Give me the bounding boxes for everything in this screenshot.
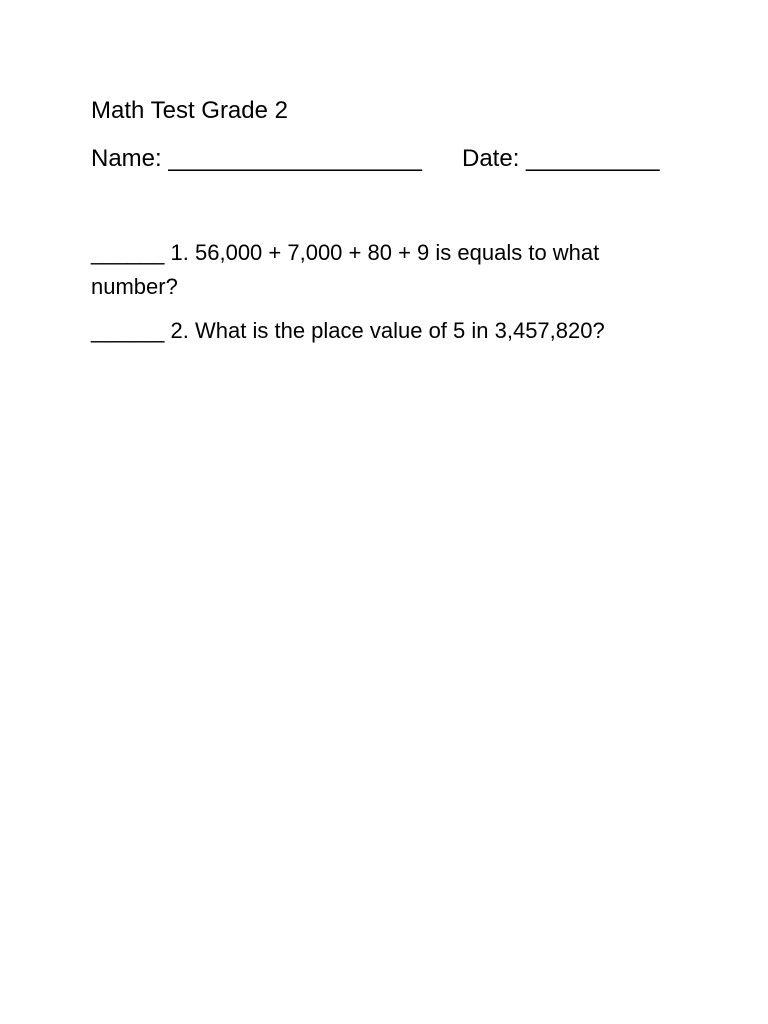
name-blank: ___________________ [168, 145, 422, 172]
answer-blank-1: ______ [91, 240, 165, 265]
date-label: Date: [462, 145, 520, 172]
answer-blank-2: ______ [91, 318, 165, 343]
name-label: Name: [91, 145, 162, 172]
question-2 [91, 314, 651, 348]
question-1-text: 1. 56,000 + 7,000 + 80 + 9 is equals to what number? [91, 240, 600, 299]
name-field-line [91, 144, 422, 174]
date-field-line [462, 144, 660, 174]
page-title: Math Test Grade 2 [91, 97, 288, 124]
question-1 [91, 236, 651, 304]
date-blank: __________ [526, 145, 660, 172]
question-2-text: 2. What is the place value of 5 in 3,457,820? [170, 318, 605, 343]
